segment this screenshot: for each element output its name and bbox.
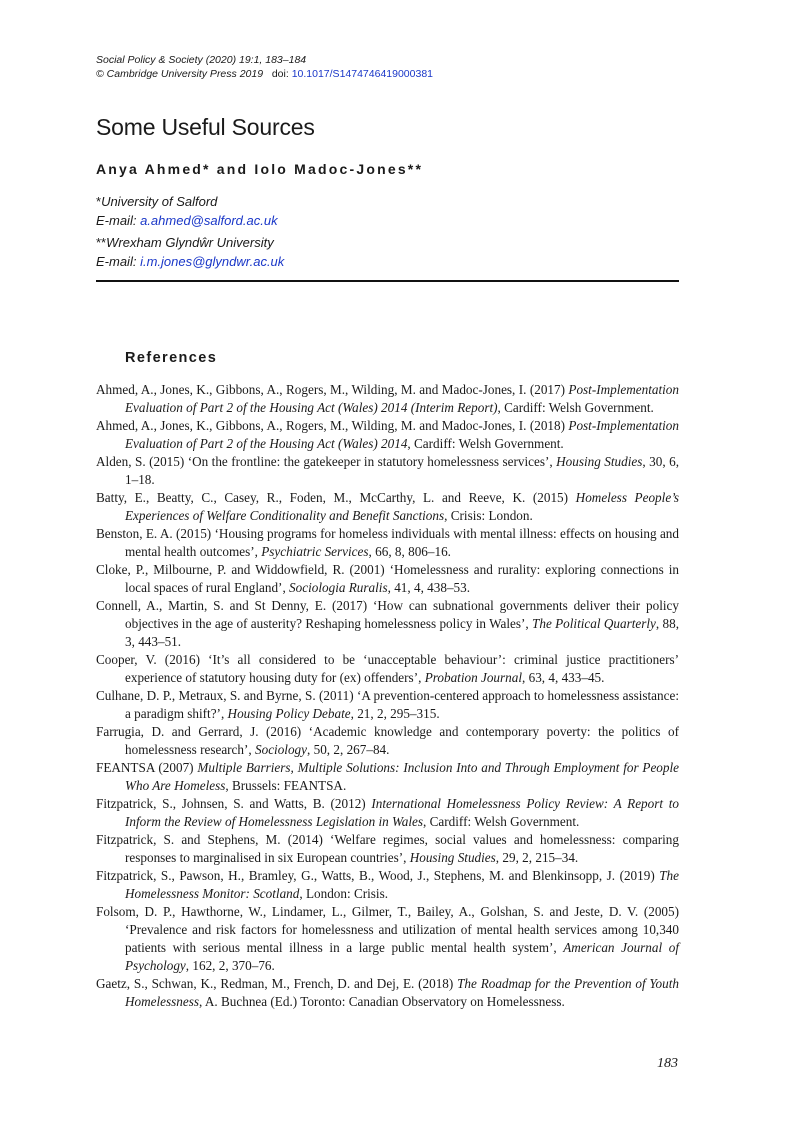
reference-title: The Political Quarterly <box>532 616 656 631</box>
reference-item <box>96 651 679 687</box>
reference-details: , 50, 2, 267–84. <box>307 742 390 757</box>
affiliation-institution <box>96 233 284 252</box>
author-list: Anya Ahmed* and Iolo Madoc-Jones** <box>96 161 424 177</box>
reference-details: , Cardiff: Welsh Government. <box>423 814 580 829</box>
email-link[interactable]: a.ahmed@salford.ac.uk <box>140 213 278 228</box>
reference-details: , Crisis: London. <box>444 508 533 523</box>
reference-item <box>96 795 679 831</box>
reference-text: Batty, E., Beatty, C., Casey, R., Foden, M., McCarthy, L. and Reeve, K. (2015) <box>96 490 576 505</box>
reference-title: Post-Implementation Evaluation of Part 2 of the Housing Act (Wales) 2014 (Interim Report) <box>125 382 679 415</box>
reference-details: , 30, 6, 1–18. <box>125 454 680 487</box>
reference-title: The Homelessness Monitor: Scotland <box>125 868 679 901</box>
affiliation-institution <box>96 192 278 211</box>
reference-details: , A. Buchnea (Ed.) Toronto: Canadian Observatory on Homelessness. <box>199 994 565 1009</box>
reference-title: Housing Studies <box>556 454 643 469</box>
article-title: Some Useful Sources <box>96 114 315 140</box>
reference-text: Culhane, D. P., Metraux, S. and Byrne, S. (2011) ‘A prevention-centered approach to homelessness assistance: a paradigm shift?’, <box>96 688 679 721</box>
affiliation-email <box>96 211 278 230</box>
affiliation-marker: ** <box>96 235 107 250</box>
reference-title: Housing Studies <box>409 850 496 865</box>
reference-item <box>96 975 679 1011</box>
reference-item <box>96 525 679 561</box>
reference-title: Housing Policy Debate <box>227 706 351 721</box>
reference-text: Cooper, V. (2016) ‘It’s all considered to be ‘unacceptable behaviour’: criminal justice practitioners’ experience of statutory housing duty for (ex) offenders’, <box>96 652 679 685</box>
affiliation-2 <box>96 233 284 271</box>
reference-text: Fitzpatrick, S. and Stephens, M. (2014) ‘Welfare regimes, social values and homelessness: comparing responses to marginalised in six European countries’, <box>96 832 679 865</box>
reference-title: Homeless People’s Experiences of Welfare Conditionality and Benefit Sanctions <box>125 490 679 523</box>
reference-item <box>96 381 679 417</box>
affiliation-1 <box>96 192 278 230</box>
reference-details: , Brussels: FEANTSA. <box>225 778 347 793</box>
header-divider <box>96 280 679 282</box>
reference-details: , 41, 4, 438–53. <box>387 580 471 595</box>
institution-name: Wrexham Glyndŵr University <box>106 235 274 250</box>
reference-text: FEANTSA (2007) <box>96 760 198 775</box>
copyright-line <box>96 67 433 81</box>
reference-text: Folsom, D. P., Hawthorne, W., Lindamer, L., Gilmer, T., Bailey, A., Golshan, S. and Jeste, D. V. (2005) ‘Prevalence and risk factors for homelessness and utilization of mental health services among 10,340 patients with serious mental illness in a large public mental health system’, <box>96 904 679 955</box>
reference-text: Ahmed, A., Jones, K., Gibbons, A., Rogers, M., Wilding, M. and Madoc-Jones, I. (2017) <box>96 382 569 397</box>
reference-text: Cloke, P., Milbourne, P. and Widdowfield, R. (2001) ‘Homelessness and rurality: exploring connections in local spaces of rural England’, <box>96 562 679 595</box>
reference-item <box>96 903 679 975</box>
reference-item <box>96 831 679 867</box>
doi-label: doi: <box>271 68 289 80</box>
affiliation-email <box>96 252 284 271</box>
reference-details: , 88, 3, 443–51. <box>125 616 679 649</box>
reference-title: Sociologia Ruralis <box>289 580 388 595</box>
page-number: 183 <box>657 1056 678 1071</box>
references-heading: References <box>125 350 218 366</box>
journal-citation: Social Policy & Society (2020) 19:1, 183–184 <box>96 54 307 66</box>
reference-item <box>96 723 679 759</box>
reference-item <box>96 489 679 525</box>
reference-title: Psychiatric Services <box>261 544 369 559</box>
reference-item <box>96 687 679 723</box>
reference-item <box>96 417 679 453</box>
reference-item <box>96 759 679 795</box>
doi-link[interactable]: 10.1017/S1474746419000381 <box>291 68 433 80</box>
reference-text: Alden, S. (2015) ‘On the frontline: the gatekeeper in statutory homelessness services’, <box>96 454 557 469</box>
reference-text: Benston, E. A. (2015) ‘Housing programs for homeless individuals with mental illness: effects on housing and mental health outcomes’, <box>96 526 679 559</box>
reference-item <box>96 867 679 903</box>
reference-details: , London: Crisis. <box>299 886 389 901</box>
reference-text: Fitzpatrick, S., Johnsen, S. and Watts, B. (2012) <box>96 796 372 811</box>
reference-title: Sociology <box>255 742 308 757</box>
reference-details: , 63, 4, 433–45. <box>522 670 605 685</box>
reference-item <box>96 561 679 597</box>
reference-details: , Cardiff: Welsh Government. <box>407 436 564 451</box>
reference-title: Probation Journal <box>424 670 523 685</box>
reference-text: Gaetz, S., Schwan, K., Redman, M., French, D. and Dej, E. (2018) <box>96 976 458 991</box>
reference-details: , Cardiff: Welsh Government. <box>497 400 654 415</box>
copyright-text: © Cambridge University Press 2019 <box>96 68 264 80</box>
email-label: E-mail: <box>96 213 137 228</box>
institution-name: University of Salford <box>101 194 218 209</box>
email-label: E-mail: <box>96 254 137 269</box>
email-link[interactable]: i.m.jones@glyndwr.ac.uk <box>140 254 285 269</box>
reference-details: , 21, 2, 295–315. <box>350 706 440 721</box>
journal-header <box>96 53 433 81</box>
reference-title: Post-Implementation Evaluation of Part 2 of the Housing Act (Wales) 2014 <box>125 418 679 451</box>
reference-title: International Homelessness Policy Review: A Report to Inform the Review of Homelessness Legislation in Wales <box>125 796 679 829</box>
reference-item <box>96 597 679 651</box>
reference-details: , 29, 2, 215–34. <box>495 850 579 865</box>
reference-text: Connell, A., Martin, S. and St Denny, E. (2017) ‘How can subnational governments deliver their policy objectives in the age of austerity? Reshaping homelessness policy in Wales’, <box>96 598 679 631</box>
reference-text: Fitzpatrick, S., Pawson, H., Bramley, G., Watts, B., Wood, J., Stephens, M. and Blenkinsopp, J. (2019) <box>96 868 660 883</box>
reference-title: Multiple Barriers, Multiple Solutions: Inclusion Into and Through Employment for People Who Are Homeless <box>125 760 680 793</box>
reference-item <box>96 453 679 489</box>
affiliation-marker: * <box>96 194 102 209</box>
reference-details: , 66, 8, 806–16. <box>368 544 451 559</box>
reference-list <box>96 381 679 1011</box>
reference-text: Farrugia, D. and Gerrard, J. (2016) ‘Academic knowledge and contemporary poverty: the politics of homelessness research’, <box>96 724 679 757</box>
reference-text: Ahmed, A., Jones, K., Gibbons, A., Rogers, M., Wilding, M. and Madoc-Jones, I. (2018) <box>96 418 569 433</box>
reference-title: The Roadmap for the Prevention of Youth Homelessness <box>125 976 679 1009</box>
reference-title: American Journal of Psychology <box>125 940 680 973</box>
reference-details: , 162, 2, 370–76. <box>185 958 275 973</box>
